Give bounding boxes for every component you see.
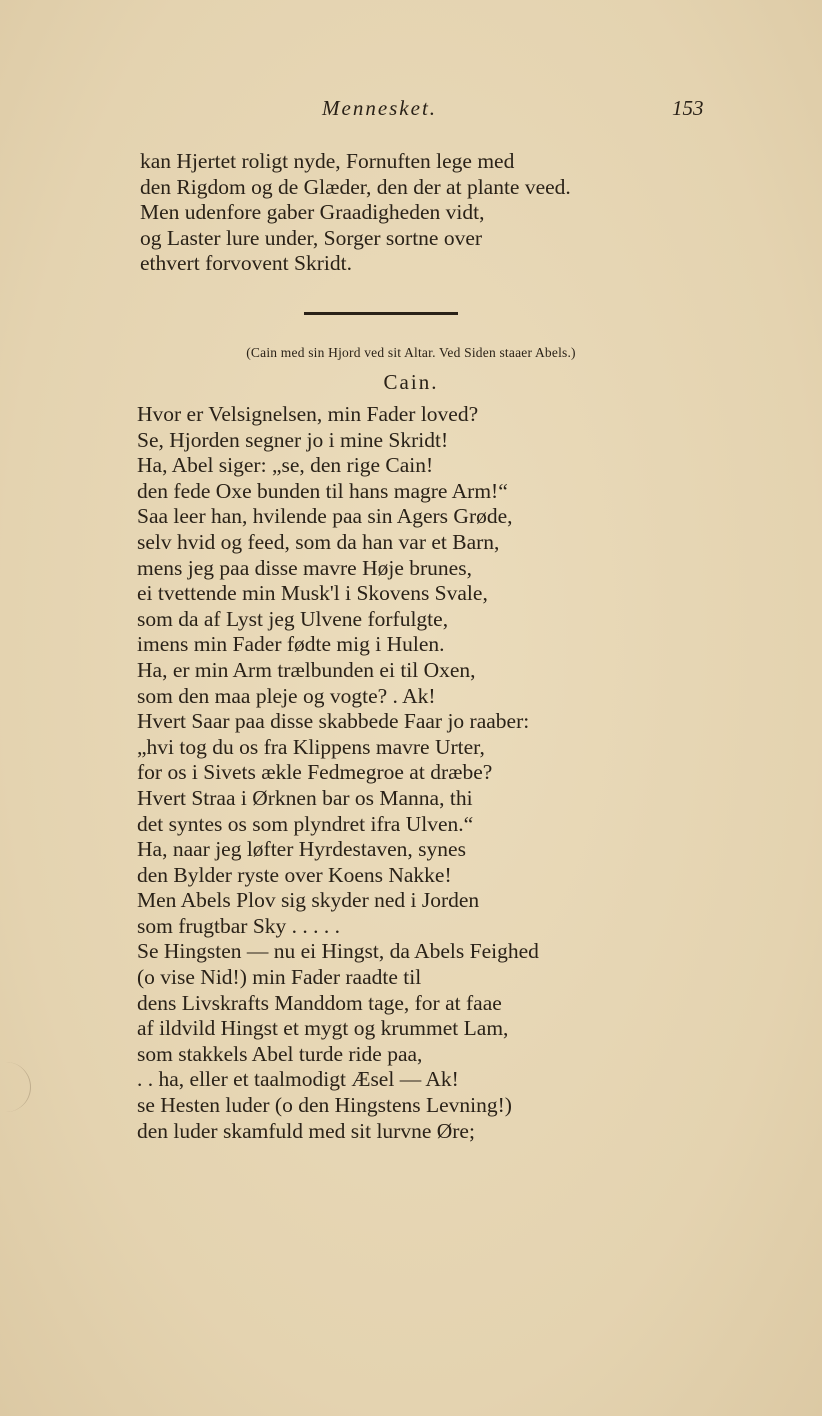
- verse-line: kan Hjertet roligt nyde, Fornuften lege med: [140, 149, 515, 173]
- stage-direction: (Cain med sin Hjord ved sit Altar. Ved Siden staaer Abels.): [246, 345, 576, 360]
- verse-line: det syntes os som plyndret ifra Ulven.“: [137, 811, 474, 836]
- verse-line: som stakkels Abel turde ride paa,: [137, 1041, 423, 1066]
- verse-line: og Laster lure under, Sorger sortne over: [140, 225, 483, 250]
- speaker-name: Cain.: [383, 370, 439, 394]
- verse-line: Saa leer han, hvilende paa sin Agers Grøde,: [137, 504, 513, 529]
- verse-line: Hvert Straa i Ørknen bar os Manna, thi: [137, 785, 473, 810]
- verse-line: som frugtbar Sky . . . . .: [137, 913, 341, 938]
- verse-line: „hvi tog du os fra Klippens mavre Urter,: [137, 734, 485, 759]
- running-title: Mennesket.: [322, 96, 438, 120]
- verse-line: den luder skamfuld med sit lurvne Øre;: [137, 1118, 475, 1143]
- verse-line: imens min Fader fødte mig i Hulen.: [137, 632, 445, 657]
- verse-line: Men udenfore gaber Graadigheden vidt,: [140, 200, 485, 225]
- opening-stanza: [140, 149, 571, 277]
- verse-line: for os i Sivets ækle Fedmegroe at dræbe?: [137, 760, 493, 785]
- verse-line: ei tvettende min Musk'l i Skovens Svale,: [137, 581, 488, 606]
- verse-line: af ildvild Hingst et mygt og krummet Lam,: [137, 1016, 509, 1041]
- verse-line: ethvert forvovent Skridt.: [140, 251, 352, 276]
- verse-line: Ha, Abel siger: „se, den rige Cain!: [137, 453, 434, 478]
- verse-line: Ha, naar jeg løfter Hyrdestaven, synes: [137, 837, 466, 862]
- verse-line: Hvert Saar paa disse skabbede Faar jo raaber:: [137, 709, 530, 734]
- verse-line: se Hesten luder (o den Hingstens Levning!): [137, 1093, 512, 1118]
- verse-line: Se, Hjorden segner jo i mine Skridt!: [137, 427, 449, 452]
- verse-line: som da af Lyst jeg Ulvene forfulgte,: [137, 606, 449, 631]
- page-header: [0, 96, 822, 126]
- verse-line: . . ha, eller et taalmodigt Æsel — Ak!: [137, 1067, 459, 1092]
- verse-line: dens Livskrafts Manddom tage, for at faae: [137, 990, 502, 1015]
- verse-line: den fede Oxe bunden til hans magre Arm!“: [137, 478, 508, 503]
- verse-line: som den maa pleje og vogte? . Ak!: [137, 683, 436, 708]
- verse-line: Ha, er min Arm trælbunden ei til Oxen,: [137, 657, 476, 682]
- verse-line: Hvor er Velsignelsen, min Fader loved?: [137, 402, 479, 426]
- verse-line: den Rigdom og de Glæder, den der at plante veed.: [140, 174, 571, 199]
- verse-line: mens jeg paa disse mavre Høje brunes,: [137, 555, 472, 580]
- speech-verse: [137, 402, 539, 1144]
- verse-line: Men Abels Plov sig skyder ned i Jorden: [137, 888, 480, 913]
- section-divider: [304, 312, 458, 315]
- verse-line: den Bylder ryste over Koens Nakke!: [137, 862, 452, 887]
- page-number: 153: [672, 96, 704, 120]
- verse-line: selv hvid og feed, som da han var et Barn,: [137, 529, 500, 554]
- page-margin-mark: [0, 1062, 31, 1112]
- verse-line: Se Hingsten — nu ei Hingst, da Abels Feighed: [137, 939, 539, 964]
- verse-line: (o vise Nid!) min Fader raadte til: [137, 965, 422, 990]
